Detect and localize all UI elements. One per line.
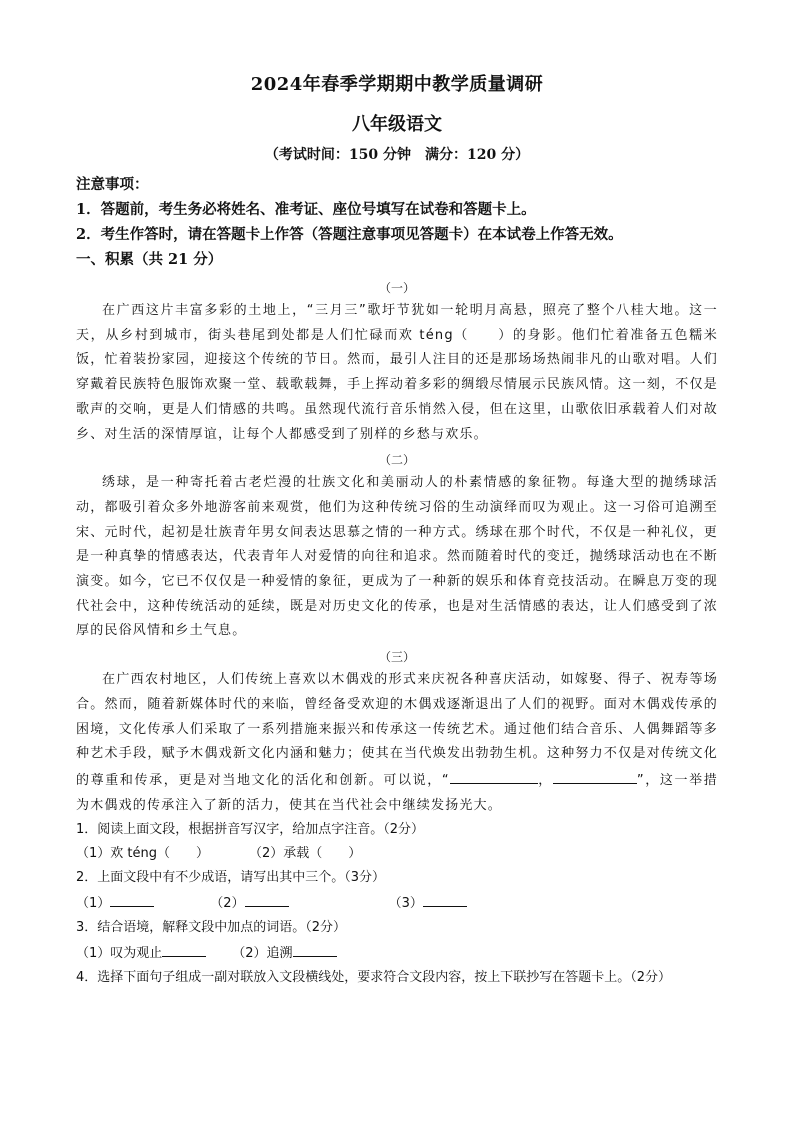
notice-heading: 注意事项：: [76, 176, 149, 193]
question-stem: 3．结合语境，解释文段中加点的词语。（2分）: [76, 920, 347, 936]
passage-text-after: ”，这一举措为木偶戏的传承注入了新的活力，使其在当代社会中继续发扬光大。: [76, 772, 719, 813]
answer-blank[interactable]: [245, 890, 289, 907]
passage-text: 绣球，是一种寄托着古老烂漫的壮族文化和美丽动人的朴素情感的象征物。每逢大型的抛绣球活动，都吸引着众多外地游客前来观赏，他们为这种传统习俗的生动演绎而叹为观止。这一习俗可追溯至宋、元时代，起初是壮族青年男女间表达思慕之情的一种方式。绣球在那个时代，不仅是一种礼仪，更是一种真挚的情感表达，代表青年人对爱情的向往和追求。然而随着时代的变迁，抛绣球活动也在不断演变。如今，它已不仅仅是一种爱情的象征，更成为了一种新的娱乐和体育竞技活动。在瞬息万变的现代社会中，这种传统活动的延续，既是对历史文化的传承，也是对生活情感的表达，让人们感受到了浓厚的民俗风情和乡土气息。: [76, 475, 718, 639]
answer-blank[interactable]: [423, 890, 467, 907]
answer-row: [76, 890, 718, 916]
question-stem: 1．阅读上面文段，根据拼音写汉字，给加点字注音。（2分）: [76, 822, 425, 838]
passage-label: （二）: [378, 453, 415, 468]
answer-blank[interactable]: [110, 890, 154, 907]
exam-title: 2024年春季学期期中教学质量调研: [250, 74, 544, 95]
answer-item[interactable]: （1）欢 téng（ ）: [76, 846, 209, 862]
question-stem: 2．上面文段中有不少成语，请写出其中三个。（3分）: [76, 870, 386, 886]
passage-text-before: 在广西农村地区，人们传统上喜欢以木偶戏的形式来庆祝各种喜庆活动，如嫁娶、得子、祝寿等场合。然而，随着新媒体时代的来临，曾经备受欢迎的木偶戏逐渐退出了人们的视野。面对木偶戏传承的困境，文化传承人们采取了一系列措施来振兴和传承这一传统艺术。通过他们结合音乐、人偶舞蹈等多种艺术手段，赋予木偶戏新文化内涵和魅力；使其在当代焕发出勃勃生机。这种努力不仅是对传统文化的尊重和传承，更是对当地文化的活化和创新。可以说，“: [76, 672, 718, 788]
notice-item: 1．答题前，考生务必将姓名、准考证、座位号填写在试卷和答题卡上。: [76, 201, 536, 218]
passage-label: （一）: [378, 281, 415, 295]
notice-item: 2．考生作答时，请在答题卡上作答（答题注意事项见答题卡）在本试卷上作答无效。: [76, 226, 623, 243]
answer-row: [76, 842, 718, 866]
answer-label: （3）: [388, 896, 423, 912]
passage-text: 在广西这片丰富多彩的土地上，“三月三”歌圩节犹如一轮明月高悬，照亮了整个八桂大地。这一天，从乡村到城市，街头巷尾到处都是人们忙碌而欢 téng（ ）的身影。他们忙着准备五色糯米饭，忙着装扮家园，迎接这个传统的节日。然而，最引人注目的还是那场场热闹非凡的山歌对唱。人们穿戴着民族特色服饰欢聚一堂、载歌载舞，手上挥动着多彩的绸缎尽情展示民族风情。这一刻，不仅是歌声的交响，更是人们情感的共鸣。虽然现代流行音乐悄然入侵，但在这里，山歌依旧承载着人们对故乡、对生活的深情厚谊，让每个人都感受到了别样的乡愁与欢乐。: [76, 303, 718, 442]
answer-blank[interactable]: [162, 940, 206, 957]
section-heading: 一、积累（共 21 分）: [76, 251, 223, 268]
answer-row: [76, 940, 718, 966]
answer-label: （1）叹为观止: [76, 946, 163, 962]
passage-text: [76, 668, 718, 818]
passage-text-mid: ，: [537, 772, 553, 788]
question-stem: 4．选择下面句子组成一副对联放入文段横线处，要求符合文段内容，按上下联抄写在答题卡上。（2分）: [76, 970, 672, 986]
answer-item[interactable]: （2）承载（ ）: [249, 846, 362, 862]
answer-blank[interactable]: [293, 940, 337, 957]
couplet-blank-1[interactable]: [450, 767, 538, 784]
subject-title: 八年级语文: [352, 114, 442, 135]
couplet-blank-2[interactable]: [553, 767, 637, 784]
answer-label: （2）: [210, 896, 245, 912]
exam-info: （考试时间：150 分钟 满分：120 分）: [264, 147, 530, 163]
passage-label: （三）: [378, 650, 415, 665]
answer-label: （1）: [76, 896, 111, 912]
answer-label: （2）追溯: [232, 946, 293, 962]
